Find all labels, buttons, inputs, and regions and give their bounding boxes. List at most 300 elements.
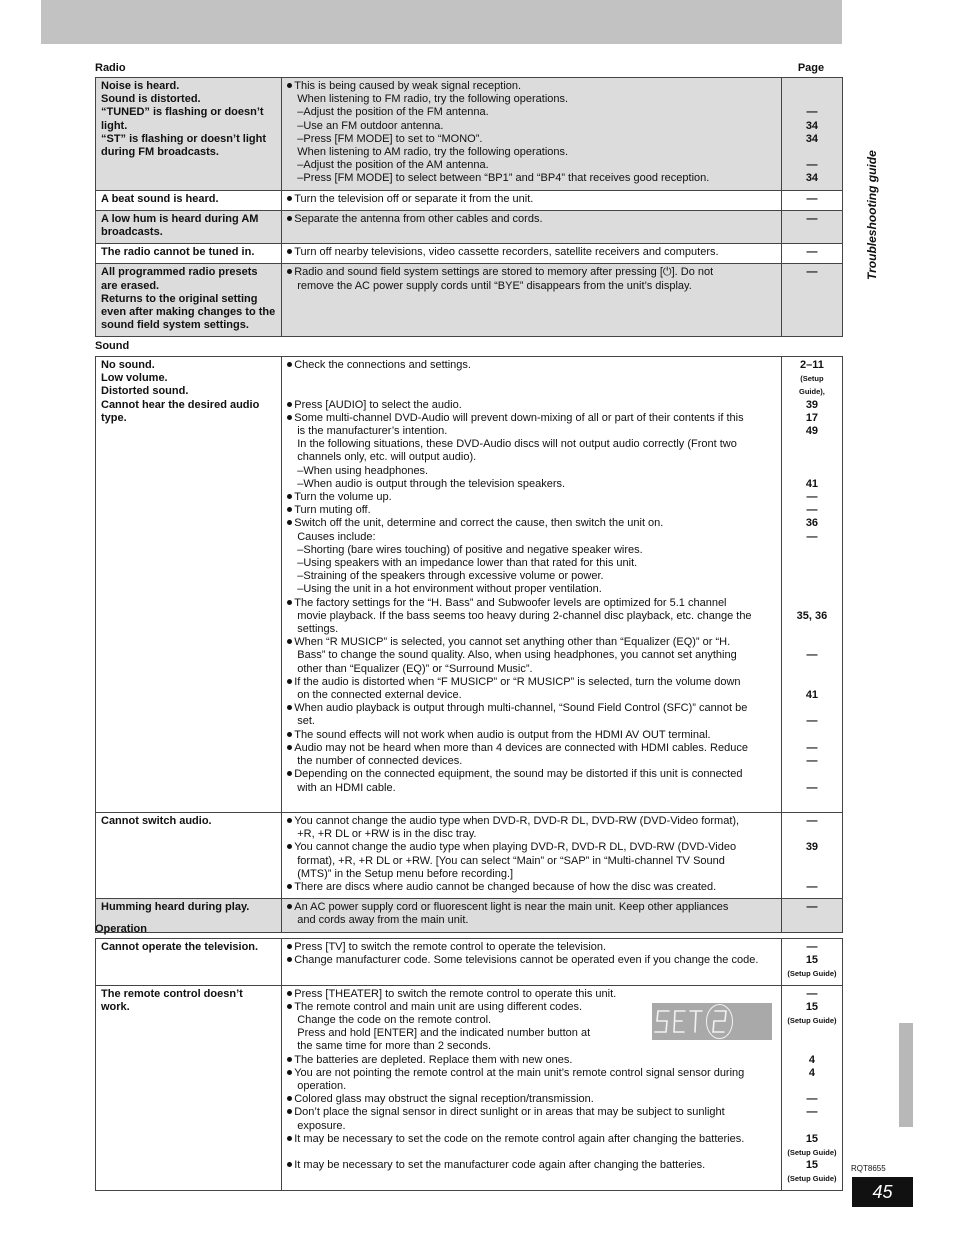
solution-text: movie playback. If the bass seems too heavy during 2-channel disc playback, etc. change the: [297, 609, 752, 622]
solution-text: –Use an FM outdoor antenna.: [297, 119, 444, 132]
troubleshoot-row: [96, 812, 843, 898]
problem-text: Noise is heard.: [101, 80, 180, 92]
page-ref: —: [806, 814, 818, 827]
solution-text: You cannot change the audio type when DVD-R, DVD-R DL, DVD-RW (DVD-Video format),: [294, 814, 740, 827]
solution-text: Radio and sound field system settings are stored to memory after pressing [⏻]. Do not: [294, 266, 714, 279]
bullet-icon: [287, 957, 292, 962]
solution-text: Turn the television off or separate it from the unit.: [294, 192, 534, 205]
solution-cell: [282, 812, 782, 898]
solution-text: When “R MUSICP” is selected, you cannot set anything other than “Equalizer (EQ)” or “H.: [294, 636, 731, 649]
page-ref: [787, 544, 837, 557]
problem-text: The radio cannot be tuned in.: [101, 246, 255, 259]
solution-text: You are not pointing the remote control at the main unit’s remote control signal sensor during: [294, 1066, 745, 1079]
bullet-icon: [287, 1004, 292, 1009]
problem-cell: [96, 244, 282, 264]
solution-line: [287, 193, 776, 206]
header-bar: [41, 0, 842, 44]
solution-cell: [282, 939, 782, 986]
solution-line: [287, 901, 776, 914]
solution-line: [287, 372, 776, 385]
bullet-icon: [287, 216, 292, 221]
solution-line: [287, 768, 776, 781]
page-ref: —: [806, 530, 818, 543]
solution-line: [287, 663, 776, 676]
problem-text: A low hum is heard during AM: [101, 212, 259, 225]
solution-text: The sound effects will not work when audio is output from the HDMI AV OUT terminal.: [294, 728, 711, 741]
page-ref-cell: [781, 899, 842, 932]
bullet-icon: [287, 196, 292, 201]
solution-text: Change manufacturer code. Some televisions cannot be operated even if you change the code.: [294, 954, 759, 967]
solution-cell: [282, 899, 782, 932]
page-ref: 15: [805, 1000, 819, 1013]
solution-text: operation.: [297, 1080, 347, 1093]
page-ref: [787, 676, 837, 689]
solution-text: the number of connected devices.: [297, 755, 463, 768]
solution-text: The batteries are depleted. Replace them with new ones.: [294, 1053, 573, 1066]
solution-text: Switch off the unit, determine and correct the cause, then switch the unit on.: [294, 517, 664, 530]
problem-cell: [96, 190, 282, 210]
setup-guide-ref: (Setup Guide),: [799, 374, 825, 397]
problem-text: work.: [101, 1000, 130, 1013]
page-ref: 39: [805, 398, 819, 411]
page-column-header: Page: [797, 62, 825, 74]
page-ref-cell: [781, 190, 842, 210]
setup-guide-ref: (Setup Guide): [787, 1174, 837, 1184]
troubleshoot-row: [96, 899, 843, 932]
page-ref: —: [806, 246, 818, 259]
page-ref: 15: [805, 1132, 819, 1145]
page-ref: 4: [808, 1053, 815, 1066]
solution-text: Turn muting off.: [294, 504, 371, 517]
solution-text: This is being caused by weak signal reception.: [294, 80, 522, 92]
page-ref: 41: [805, 477, 819, 490]
solution-line: [287, 755, 776, 768]
solution-text: Check the connections and settings.: [294, 359, 471, 371]
solution-line: [287, 399, 776, 412]
page-ref: 15: [805, 1159, 819, 1172]
solution-line: [287, 425, 776, 438]
troubleshoot-row: [96, 78, 843, 191]
page-ref: [787, 855, 837, 868]
page-ref: [787, 1172, 837, 1185]
problem-text: Distorted sound.: [101, 385, 189, 398]
solution-text: –Press [FM MODE] to set to “MONO”.: [297, 132, 483, 145]
page-ref: [787, 1120, 837, 1133]
page-ref: —: [806, 715, 818, 728]
solution-text: Change the code on the remote control.: [297, 1014, 492, 1027]
setup-guide-ref: (Setup Guide): [787, 1016, 837, 1026]
problem-cell: [96, 357, 282, 813]
solution-line: [287, 570, 776, 583]
solution-text: In the following situations, these DVD-Audio discs will not output audio correctly (Front two: [297, 438, 737, 451]
solution-cell: [282, 210, 782, 243]
solution-text: (MTS)” in the Setup menu before recording.]: [297, 867, 514, 880]
page-ref: 34: [805, 132, 819, 145]
page-ref: [787, 597, 837, 610]
solution-cell: [282, 264, 782, 337]
page-ref: [787, 226, 837, 239]
problem-text: Cannot switch audio.: [101, 814, 212, 827]
bullet-icon: [287, 83, 292, 88]
page-ref-cell: [781, 939, 842, 986]
solution-text: It may be necessary to set the manufacturer code again after changing the batteries.: [294, 1159, 706, 1172]
solution-text: –Press [FM MODE] to select between “BP1” and “BP4” that receives good reception.: [297, 172, 710, 185]
solution-text: Colored glass may obstruct the signal reception/transmission.: [294, 1093, 594, 1106]
page-ref: [787, 914, 837, 927]
solution-line: [287, 1080, 776, 1093]
bullet-icon: [287, 639, 292, 644]
solution-line: [287, 465, 776, 478]
solution-line: [287, 676, 776, 689]
solution-line: [287, 967, 776, 980]
solution-text: is the manufacturer’s intention.: [297, 425, 448, 438]
solution-text: remove the AC power supply cords until “BYE” disappears from the unit’s display.: [297, 279, 692, 292]
page-ref: —: [806, 741, 818, 754]
bullet-icon: [287, 1096, 292, 1101]
solution-text: exposure.: [297, 1119, 346, 1132]
page-ref: 35, 36: [796, 609, 828, 622]
solution-text: and cords away from the main unit.: [297, 914, 469, 927]
problem-text: are erased.: [101, 279, 160, 292]
page-ref: [787, 623, 837, 636]
page-ref: —: [806, 649, 818, 662]
bullet-icon: [287, 1070, 292, 1075]
problem-text: even after making changes to the: [101, 306, 276, 319]
solution-line: [287, 914, 776, 927]
page-ref: 36: [805, 517, 819, 530]
solution-text: set.: [297, 715, 315, 728]
page-ref: —: [806, 941, 818, 953]
page-ref: [787, 868, 837, 881]
page-ref: [787, 570, 837, 583]
solution-line: [287, 1172, 776, 1185]
page-ref-cell: [781, 357, 842, 813]
solution-line: [287, 412, 776, 425]
page-ref: —: [806, 192, 818, 205]
solution-text: with an HDMI cable.: [297, 781, 396, 794]
solution-line: [287, 266, 776, 279]
solution-line: [287, 1133, 776, 1146]
solution-text: Turn off nearby televisions, video cassette recorders, satellite receivers and computers.: [294, 246, 719, 259]
bullet-icon: [287, 844, 292, 849]
page-number: 45: [852, 1177, 913, 1207]
solution-text: It may be necessary to set the code on the remote control again after changing the batteries.: [294, 1132, 745, 1145]
solution-line: [287, 451, 776, 464]
bullet-icon: [287, 520, 292, 525]
solution-line: [287, 815, 776, 828]
problem-cell: [96, 985, 282, 1190]
page-ref: 17: [805, 411, 819, 424]
solution-cell: [282, 244, 782, 264]
solution-line: [287, 1093, 776, 1106]
page-ref: 34: [805, 172, 819, 185]
bullet-icon: [287, 362, 292, 367]
page-ref: —: [806, 491, 818, 504]
page-ref-cell: [781, 244, 842, 264]
solution-text: When listening to AM radio, try the following operations.: [297, 146, 569, 159]
bullet-icon: [287, 884, 292, 889]
problem-text: “TUNED” is flashing or doesn’t: [101, 106, 264, 119]
solution-text: channels only, etc. will output audio).: [297, 451, 477, 464]
solution-text: format), +R, +R DL or +RW. [You can select “Main” or “SAP” in “Multi-channel TV Sound: [297, 854, 725, 867]
page-ref: [787, 702, 837, 715]
bullet-icon: [287, 249, 292, 254]
page-ref: [787, 967, 837, 980]
solution-text: If the audio is distorted when “F MUSICP” or “R MUSICP” is selected, turn the volume down: [294, 675, 741, 688]
bullet-icon: [287, 269, 292, 274]
solution-line: [287, 172, 776, 185]
page-ref: [787, 557, 837, 570]
solution-text: Depending on the connected equipment, the sound may be distorted if this unit is connected: [294, 768, 743, 781]
solution-cell: [282, 78, 782, 191]
page-ref: —: [806, 504, 818, 517]
page-ref: 49: [805, 425, 819, 438]
solution-line: [287, 1067, 776, 1080]
page-ref: —: [806, 781, 818, 794]
bullet-icon: [287, 705, 292, 710]
problem-cell: [96, 264, 282, 337]
bullet-icon: [287, 1057, 292, 1062]
page-ref: 15: [805, 954, 819, 967]
page-ref: 41: [805, 689, 819, 702]
page-ref-cell: [781, 812, 842, 898]
problem-text: Returns to the original setting: [101, 292, 258, 305]
bullet-icon: [287, 818, 292, 823]
solution-text: –Straining of the speakers through excessive volume or power.: [297, 570, 604, 583]
bullet-icon: [287, 507, 292, 512]
solution-line: [287, 246, 776, 259]
sound-table: [95, 356, 843, 933]
page-ref: [787, 1014, 837, 1027]
solution-line: [287, 93, 776, 106]
page-ref: 39: [805, 841, 819, 854]
solution-line: [287, 841, 776, 854]
solution-line: [287, 359, 776, 372]
solution-line: [287, 159, 776, 172]
solution-line: [287, 689, 776, 702]
solution-text: settings.: [297, 623, 339, 636]
problem-text: All programmed radio presets: [101, 266, 258, 279]
solution-line: [287, 226, 776, 239]
page-ref: 4: [808, 1066, 815, 1079]
solution-line: [287, 504, 776, 517]
solution-line: [287, 280, 776, 293]
solution-line: [287, 941, 776, 954]
problem-text: No sound.: [101, 359, 155, 371]
problem-text: type.: [101, 411, 127, 424]
solution-line: [287, 782, 776, 795]
problem-text: Sound is distorted.: [101, 93, 201, 106]
solution-line: [287, 610, 776, 623]
solution-line: [287, 855, 776, 868]
solution-text: other than “Equalizer (EQ)” or “Surround Music”.: [297, 662, 533, 675]
solution-line: [287, 1106, 776, 1119]
solution-line: [287, 881, 776, 894]
troubleshoot-row: [96, 210, 843, 243]
solution-text: –When audio is output through the television speakers.: [297, 477, 566, 490]
problem-text: light.: [101, 119, 128, 132]
bullet-icon: [287, 732, 292, 737]
page-ref: [787, 93, 837, 106]
solution-line: [287, 557, 776, 570]
solution-line: [287, 988, 776, 1001]
page-ref: 34: [805, 119, 819, 132]
troubleshoot-row: [96, 264, 843, 337]
solution-text: An AC power supply cord or fluorescent light is near the main unit. Keep other appliances: [294, 901, 729, 914]
solution-text: +R, +R DL or +RW is in the disc tray.: [297, 828, 477, 841]
page-ref: [787, 372, 837, 398]
page-ref-cell: [781, 78, 842, 191]
page-ref: —: [806, 880, 818, 893]
page-ref: [787, 438, 837, 451]
solution-text: Turn the volume up.: [294, 491, 392, 504]
solution-text: The factory settings for the “H. Bass” and Subwoofer levels are optimized for 5.1 channel: [294, 596, 727, 609]
document-code: RQT8655: [851, 1164, 886, 1173]
bullet-icon: [287, 745, 292, 750]
solution-line: [287, 1146, 776, 1159]
solution-cell: [282, 190, 782, 210]
page-ref-cell: [781, 210, 842, 243]
solution-line: [287, 120, 776, 133]
page-ref: [787, 768, 837, 781]
operation-table: [95, 938, 843, 1191]
page-ref: —: [806, 1093, 818, 1106]
solution-text: When audio playback is output through multi-channel, “Sound Field Control (SFC)” cannot be: [294, 702, 748, 715]
problem-text: The remote control doesn’t: [101, 987, 243, 1000]
page-ref: [787, 451, 837, 464]
solution-text: You cannot change the audio type when playing DVD-R, DVD-R DL, DVD-RW (DVD-Video: [294, 841, 737, 854]
page-ref: [787, 280, 837, 293]
solution-line: [287, 828, 776, 841]
bullet-icon: [287, 1136, 292, 1141]
problem-text: Humming heard during play.: [101, 901, 250, 914]
page-ref: [787, 1040, 837, 1053]
page-ref: [787, 1080, 837, 1093]
page-ref-cell: [781, 264, 842, 337]
solution-line: [287, 491, 776, 504]
page-ref: —: [806, 212, 818, 225]
page-ref: —: [806, 159, 818, 172]
solution-line: [287, 649, 776, 662]
solution-line: [287, 1054, 776, 1067]
troubleshoot-row: [96, 939, 843, 986]
solution-line: [287, 133, 776, 146]
problem-cell: [96, 939, 282, 986]
solution-line: [287, 213, 776, 226]
section-title-radio: Radio: [95, 62, 126, 74]
problem-text: Cannot operate the television.: [101, 941, 259, 953]
page-ref: [787, 663, 837, 676]
solution-text: Separate the antenna from other cables and cords.: [294, 212, 543, 225]
solution-line: [287, 702, 776, 715]
bullet-icon: [287, 904, 292, 909]
solution-line: [287, 517, 776, 530]
problem-text: sound field system settings.: [101, 319, 249, 332]
bullet-icon: [287, 944, 292, 949]
page-ref: —: [806, 901, 818, 914]
problem-text: A beat sound is heard.: [101, 192, 219, 205]
page-ref: [787, 80, 837, 93]
solution-line: [287, 544, 776, 557]
solution-text: –Using the unit in a hot environment without proper ventilation.: [297, 583, 602, 596]
page-ref-cell: [781, 985, 842, 1190]
side-tab-marker: [899, 1023, 913, 1127]
setup-guide-ref: (Setup Guide): [787, 1148, 837, 1158]
solution-text: Some multi-channel DVD-Audio will prevent down-mixing of all or part of their contents if this: [294, 411, 744, 424]
problem-cell: [96, 210, 282, 243]
solution-text: Press [THEATER] to switch the remote control to operate this unit.: [294, 987, 617, 1000]
page-ref: [787, 1146, 837, 1159]
solution-line: [287, 531, 776, 544]
solution-text: Press [AUDIO] to select the audio.: [294, 398, 462, 411]
solution-line: [287, 583, 776, 596]
solution-text: Causes include:: [297, 530, 376, 543]
solution-text: Bass” to change the sound quality. Also, when using headphones, you cannot set anything: [297, 649, 737, 662]
solution-line: [287, 954, 776, 967]
solution-line: [287, 597, 776, 610]
solution-text: the same time for more than 2 seconds.: [297, 1040, 492, 1053]
solution-line: [287, 636, 776, 649]
page-ref: —: [806, 266, 818, 279]
solution-text: –When using headphones.: [297, 464, 429, 477]
solution-text: –Shorting (bare wires touching) of positive and negative speaker wires.: [297, 543, 643, 556]
problem-text: Cannot hear the desired audio: [101, 398, 260, 411]
solution-line: [287, 438, 776, 451]
solution-line: [287, 868, 776, 881]
page-ref: [787, 729, 837, 742]
solution-text: Don’t place the signal sensor in direct sunlight or in areas that may be subject to sunlight: [294, 1106, 725, 1119]
page-ref: [787, 636, 837, 649]
solution-line: [287, 1120, 776, 1133]
solution-line: [287, 729, 776, 742]
solution-text: –Using speakers with an impedance lower than that rated for this unit.: [297, 557, 638, 570]
page-ref: [787, 146, 837, 159]
troubleshoot-row: [96, 244, 843, 264]
solution-text: –Adjust the position of the AM antenna.: [297, 159, 489, 172]
solution-line: [287, 385, 776, 398]
problem-text: Low volume.: [101, 372, 168, 385]
solution-line: [287, 1040, 776, 1053]
solution-text: Press and hold [ENTER] and the indicated number button at: [297, 1027, 591, 1040]
bullet-icon: [287, 991, 292, 996]
troubleshoot-row: [96, 357, 843, 813]
page-ref: 2–11: [800, 359, 824, 371]
page-ref: [787, 795, 837, 808]
solution-text: on the connected external device.: [297, 689, 462, 702]
solution-cell: [282, 357, 782, 813]
troubleshoot-row: [96, 190, 843, 210]
solution-line: [287, 478, 776, 491]
page-ref: [787, 465, 837, 478]
radio-table: [95, 77, 843, 337]
lcd-display-image: [652, 1003, 772, 1040]
bullet-icon: [287, 494, 292, 499]
page-ref: —: [806, 106, 818, 119]
bullet-icon: [287, 771, 292, 776]
solution-line: [287, 146, 776, 159]
bullet-icon: [287, 415, 292, 420]
problem-cell: [96, 812, 282, 898]
solution-text: Press [TV] to switch the remote control to operate the television.: [294, 941, 607, 953]
solution-line: [287, 742, 776, 755]
section-title-operation: Operation: [95, 923, 147, 935]
bullet-icon: [287, 679, 292, 684]
solution-text: When listening to FM radio, try the following operations.: [297, 93, 569, 106]
solution-line: [287, 715, 776, 728]
solution-text: –Adjust the position of the FM antenna.: [297, 106, 489, 119]
solution-line: [287, 1159, 776, 1172]
problem-text: during FM broadcasts.: [101, 146, 219, 159]
